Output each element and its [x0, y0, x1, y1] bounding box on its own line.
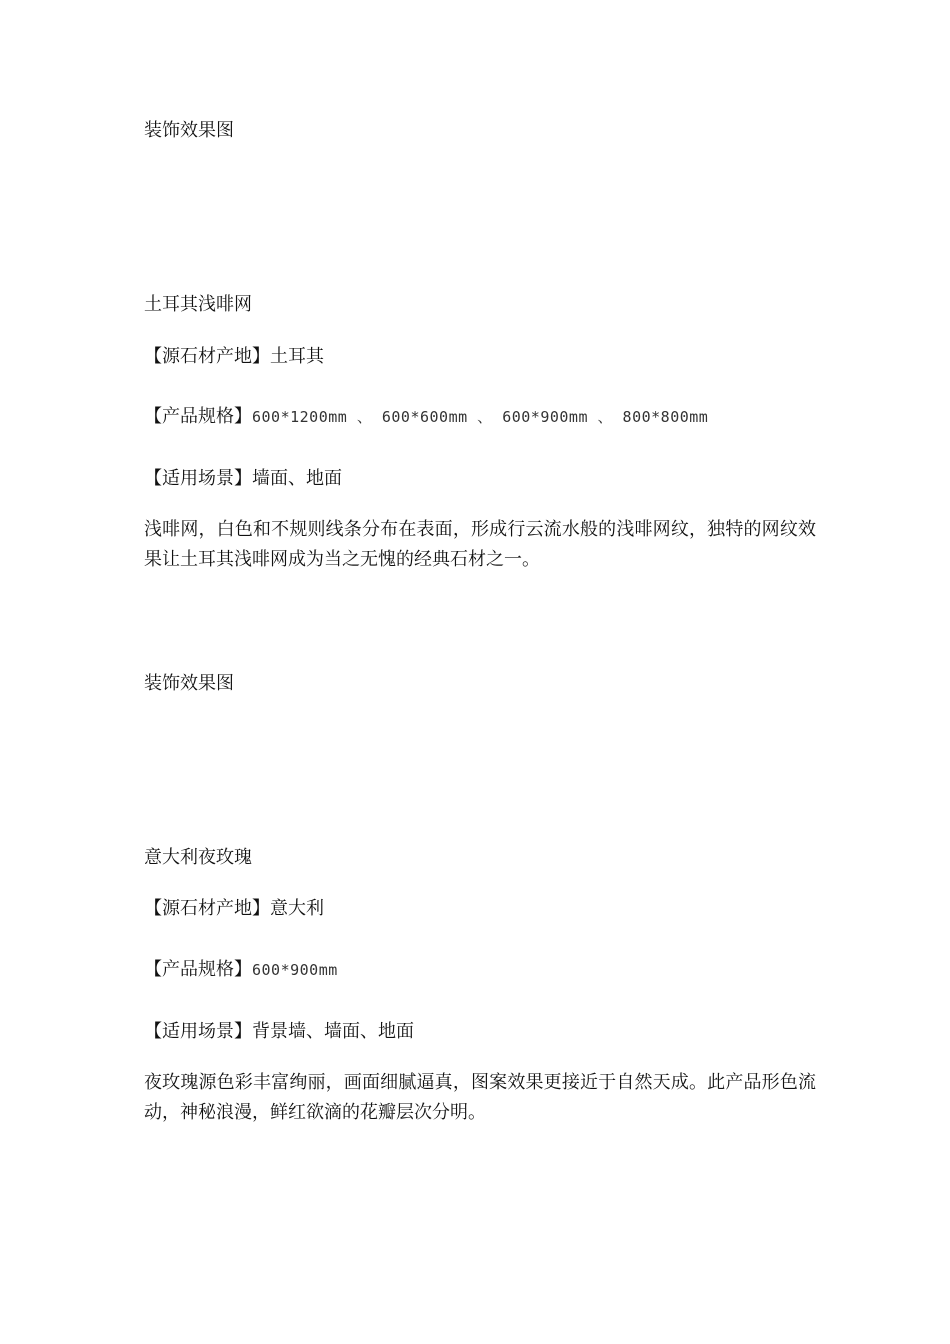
spec-label: 【产品规格】 — [144, 406, 252, 427]
spec-value: 600*900mm — [252, 961, 338, 979]
spec-value: 600*1200mm 、 600*600mm 、 600*900mm 、 800*800mm — [252, 408, 709, 426]
origin-label: 【源石材产地】 — [144, 346, 270, 367]
origin-label: 【源石材产地】 — [144, 898, 270, 919]
origin-row-2 — [144, 896, 324, 922]
product-description-1: 浅啡网，白色和不规则线条分布在表面，形成行云流水般的浅啡网纹，独特的网纹效果让土耳其浅啡网成为当之无愧的经典石材之一。 — [144, 519, 816, 570]
spec-label: 【产品规格】 — [144, 959, 252, 980]
scene-value: 背景墙、墙面、地面 — [252, 1021, 414, 1042]
product-description-2: 夜玫瑰源色彩丰富绚丽，画面细腻逼真，图案效果更接近于自然天成。此产品形色流动，神秘浪漫，鲜红欲滴的花瓣层次分明。 — [144, 1072, 816, 1123]
scene-value: 墙面、地面 — [252, 468, 342, 489]
scene-row-2 — [144, 1019, 414, 1045]
origin-value: 意大利 — [270, 898, 324, 919]
scene-row-1 — [144, 466, 342, 492]
origin-row-1 — [144, 344, 324, 370]
caption-decoration-1: 装饰效果图 — [144, 120, 234, 141]
scene-label: 【适用场景】 — [144, 468, 252, 489]
product-title-2: 意大利夜玫瑰 — [144, 847, 252, 868]
spec-row-2 — [144, 957, 338, 983]
origin-value: 土耳其 — [270, 346, 324, 367]
scene-label: 【适用场景】 — [144, 1021, 252, 1042]
caption-decoration-2: 装饰效果图 — [144, 673, 234, 694]
product-title-1: 土耳其浅啡网 — [144, 294, 252, 315]
spec-row-1 — [144, 404, 708, 430]
